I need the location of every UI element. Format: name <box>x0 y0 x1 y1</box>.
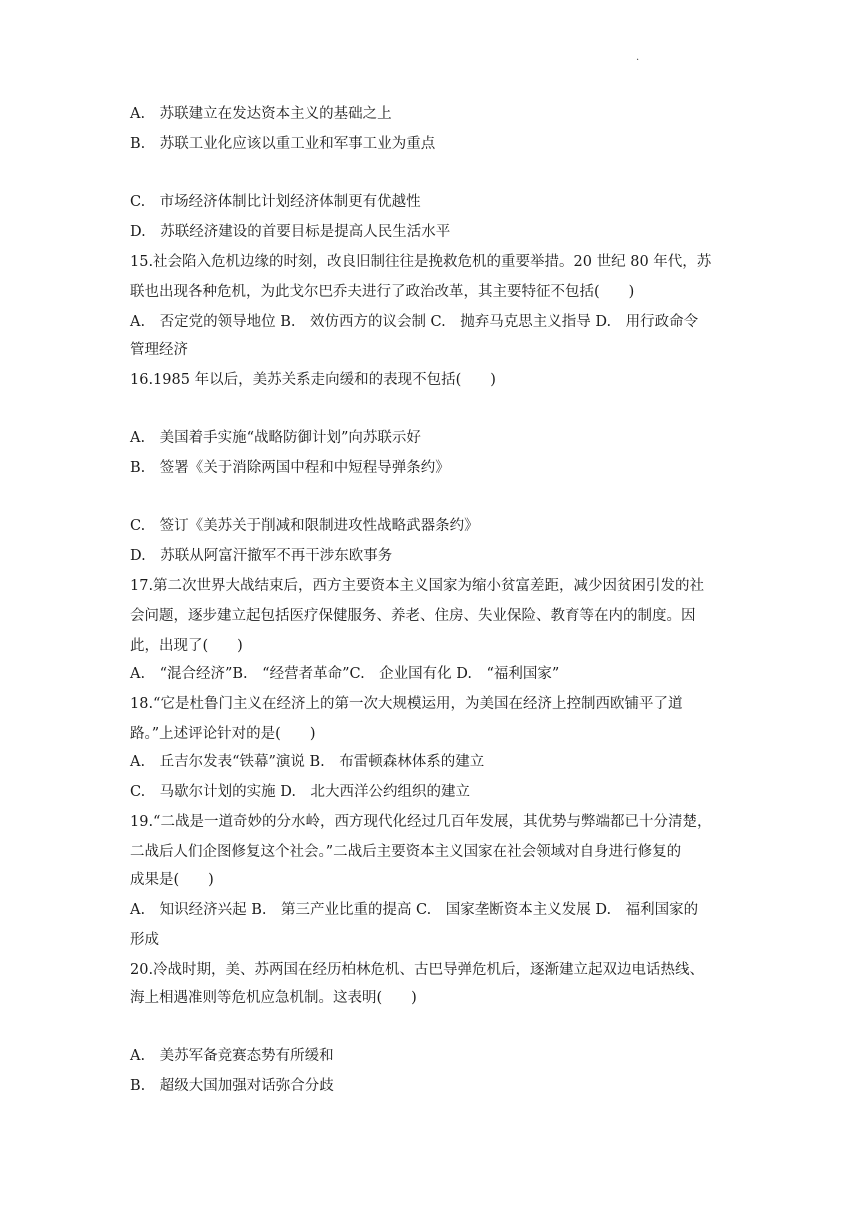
question-19-text: 二战后人们企图修复这个社会。”二战后主要资本主义国家在社会领域对自身进行修复的 <box>130 844 682 860</box>
option-line: D. 苏联从阿富汗撤军不再干涉东欧事务 <box>130 548 393 564</box>
option-line: A. 否定党的领导地位 B. 效仿西方的议会制 C. 抛弃马克思主义指导 D. 用行政命令 <box>130 314 699 330</box>
question-17-text: 此，出现了( ) <box>130 638 243 654</box>
option-line: A. 美苏军备竞赛态势有所缓和 <box>130 1048 334 1064</box>
option-line: B. 超级大国加强对话弥合分歧 <box>130 1078 334 1094</box>
option-line: A. 美国着手实施“战略防御计划”向苏联示好 <box>130 430 421 446</box>
option-line: C. 市场经济体制比计划经济体制更有优越性 <box>130 194 421 210</box>
option-line: D. 苏联经济建设的首要目标是提高人民生活水平 <box>130 224 451 240</box>
header-mark: . <box>636 52 640 63</box>
question-15-text: 联也出现各种危机，为此戈尔巴乔夫进行了政治改革，其主要特征不包括( ) <box>130 284 635 300</box>
question-15-text: 15.社会陷入危机边缘的时刻，改良旧制往往是挽救危机的重要举措。20 世纪 80 年代，苏 <box>130 254 712 270</box>
option-line: 管理经济 <box>130 342 188 358</box>
question-17-text: 17.第二次世界大战结束后，西方主要资本主义国家为缩小贫富差距，减少因贫困引发的社 <box>130 578 705 594</box>
option-line: C. 签订《美苏关于削减和限制进攻性战略武器条约》 <box>130 518 479 534</box>
option-line: B. 苏联工业化应该以重工业和军事工业为重点 <box>130 136 436 152</box>
question-18-text: 18.“它是杜鲁门主义在经济上的第一次大规模运用，为美国在经济上控制西欧铺平了道 <box>130 696 683 712</box>
question-20-text: 海上相遇准则等危机应急机制。这表明( ) <box>130 990 417 1006</box>
option-line: A. “混合经济”B. “经营者革命”C. 企业国有化 D. “福利国家” <box>130 666 560 682</box>
option-line: A. 知识经济兴起 B. 第三产业比重的提高 C. 国家垄断资本主义发展 D. 福利国家的 <box>130 902 699 918</box>
option-line: A. 苏联建立在发达资本主义的基础之上 <box>130 106 392 122</box>
option-line: B. 签署《关于消除两国中程和中短程导弹条约》 <box>130 460 450 476</box>
question-19-text: 成果是( ) <box>130 872 214 888</box>
option-line: A. 丘吉尔发表“铁幕”演说 B. 布雷顿森林体系的建立 <box>130 754 485 770</box>
question-18-text: 路。”上述评论针对的是( ) <box>130 726 316 742</box>
question-19-text: 19.“二战是一道奇妙的分水岭，西方现代化经过几百年发展，其优势与弊端都已十分清楚， <box>130 814 712 830</box>
question-16-text: 16.1985 年以后，美苏关系走向缓和的表现不包括( ) <box>130 372 496 388</box>
option-line: C. 马歇尔计划的实施 D. 北大西洋公约组织的建立 <box>130 784 471 800</box>
question-17-text: 会问题，逐步建立起包括医疗保健服务、养老、住房、失业保险、教育等在内的制度。因 <box>130 608 696 624</box>
question-20-text: 20.冷战时期，美、苏两国在经历柏林危机、古巴导弹危机后，逐渐建立起双边电话热线、 <box>130 962 705 978</box>
option-line: 形成 <box>130 932 159 948</box>
